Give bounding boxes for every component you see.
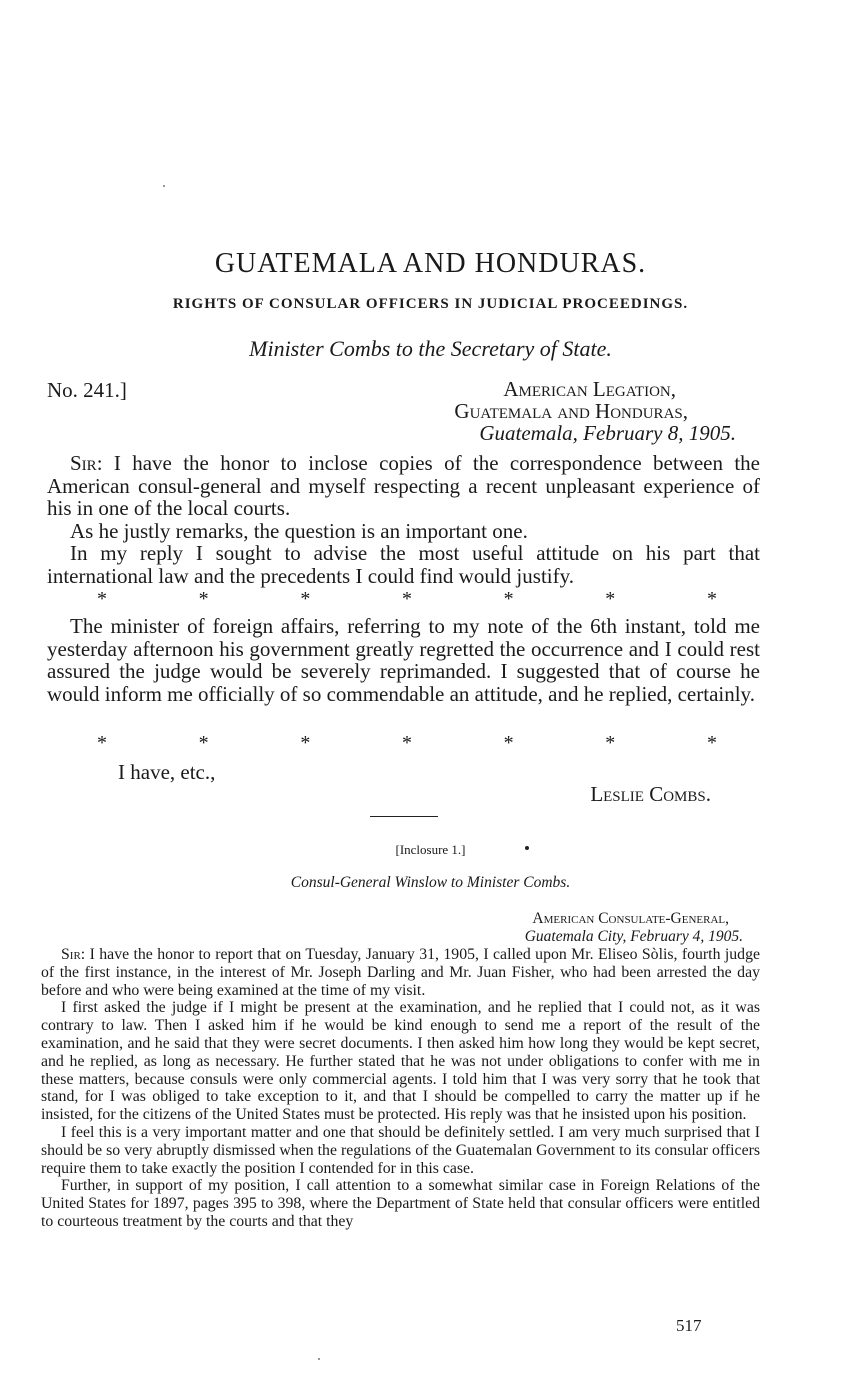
salutation: Sir (70, 451, 97, 475)
body-paragraph: The minister of foreign affairs, referring to my note of the 6th instant, told me yesterday afternoon his government greatly regretted the occurrence and I could rest assured the judge would be severely reprimanded. I suggested that of course he would inform me officially of so commendable an attitude, and he replied, certainly. (47, 614, 760, 706)
star: * (198, 588, 209, 610)
ellipsis-stars (97, 588, 717, 611)
letter-body-continued (47, 615, 760, 705)
address-line: American Legation, (503, 377, 676, 401)
inclosure-heading: Consul-General Winslow to Minister Combs. (290, 874, 571, 891)
closing: I have, etc., (118, 760, 216, 784)
address-date: Guatemala, February 8, 1905. (479, 421, 736, 445)
scan-speck (163, 185, 165, 187)
star: * (401, 588, 412, 610)
star: * (503, 588, 514, 610)
star: * (300, 588, 311, 610)
inclosure-label: [Inclosure 1.] (395, 842, 466, 857)
consulate-address (525, 910, 743, 946)
body-paragraph: I first asked the judge if I might be present at the examination, and he replied that I could not, as it was contrary to law. Then I asked him if he would be kind enough to send me a report of the result of the examination, and he said that they were secret documents. I then asked him how long they would be kept secret, and he replied, as long as necessary. He further stated that he was not under obligations to confer with me in these matters, because consuls were only commercial agents. I told him that I was very sorry that he took that stand, for I was obliged to take exception to it, and that I should be compelled to carry the matter up if he insisted, for the citizens of the United States must be protected. His reply was that he insisted upon his position. (41, 999, 760, 1124)
body-paragraph: As he justly remarks, the question is an important one. (70, 518, 528, 543)
star: * (706, 732, 717, 754)
star: * (605, 588, 616, 610)
star: * (503, 732, 514, 754)
letter-body (47, 452, 760, 588)
page-number: 517 (676, 1316, 702, 1335)
document-number: No. 241.] (47, 378, 127, 402)
address-date: Guatemala City, February 4, 1905. (524, 928, 743, 945)
star: * (706, 588, 717, 610)
star: * (97, 588, 107, 610)
page-title: GUATEMALA AND HONDURAS. (214, 248, 647, 279)
body-paragraph: I feel this is a very important matter and one that should be definitely settled. I am very much surprised that I should be so very abruptly dismissed when the regulations of the Guatemalan Government to its consular officers require them to take exactly the position I contended for in this case. (41, 1123, 760, 1177)
body-paragraph: Sir: I have the honor to inclose copies of the correspondence between the American consul-general and myself respecting a recent unpleasant experience of his in one of the local courts. (47, 451, 760, 521)
star: * (605, 732, 616, 754)
inclosure-body (41, 946, 760, 1231)
ellipsis-stars (97, 732, 717, 755)
signature: Leslie Combs. (590, 782, 711, 806)
salutation: Sir (61, 946, 81, 963)
body-paragraph: Further, in support of my position, I call attention to a somewhat similar case in Foreign Relations of the United States for 1897, pages 395 to 398, where the Department of State held that consular officers were entitled to courteous treatment by the courts and that they (41, 1177, 760, 1230)
divider (370, 816, 438, 817)
scan-speck (318, 1358, 320, 1360)
bullet-mark (525, 846, 529, 850)
address-line: Guatemala and Honduras, (454, 399, 688, 423)
body-paragraph: Sir: I have the honor to report that on Tuesday, January 31, 1905, I called upon Mr. Eliseo Sòlis, fourth judge of the first instance, in the interest of Mr. Joseph Darling and Mr. Juan Fisher, who had been arrested the day before and who were being examined at the time of my visit. (41, 946, 760, 999)
star: * (198, 732, 209, 754)
letter-heading: Minister Combs to the Secretary of State. (249, 336, 612, 361)
star: * (97, 732, 107, 754)
legation-address (454, 378, 736, 444)
star: * (401, 732, 412, 754)
body-paragraph: In my reply I sought to advise the most useful attitude on his part that international law and the precedents I could find would justify. (47, 541, 760, 588)
address-line: American Consulate-General, (532, 910, 729, 927)
star: * (300, 732, 311, 754)
section-subtitle: RIGHTS OF CONSULAR OFFICERS IN JUDICIAL PROCEEDINGS. (172, 296, 689, 312)
